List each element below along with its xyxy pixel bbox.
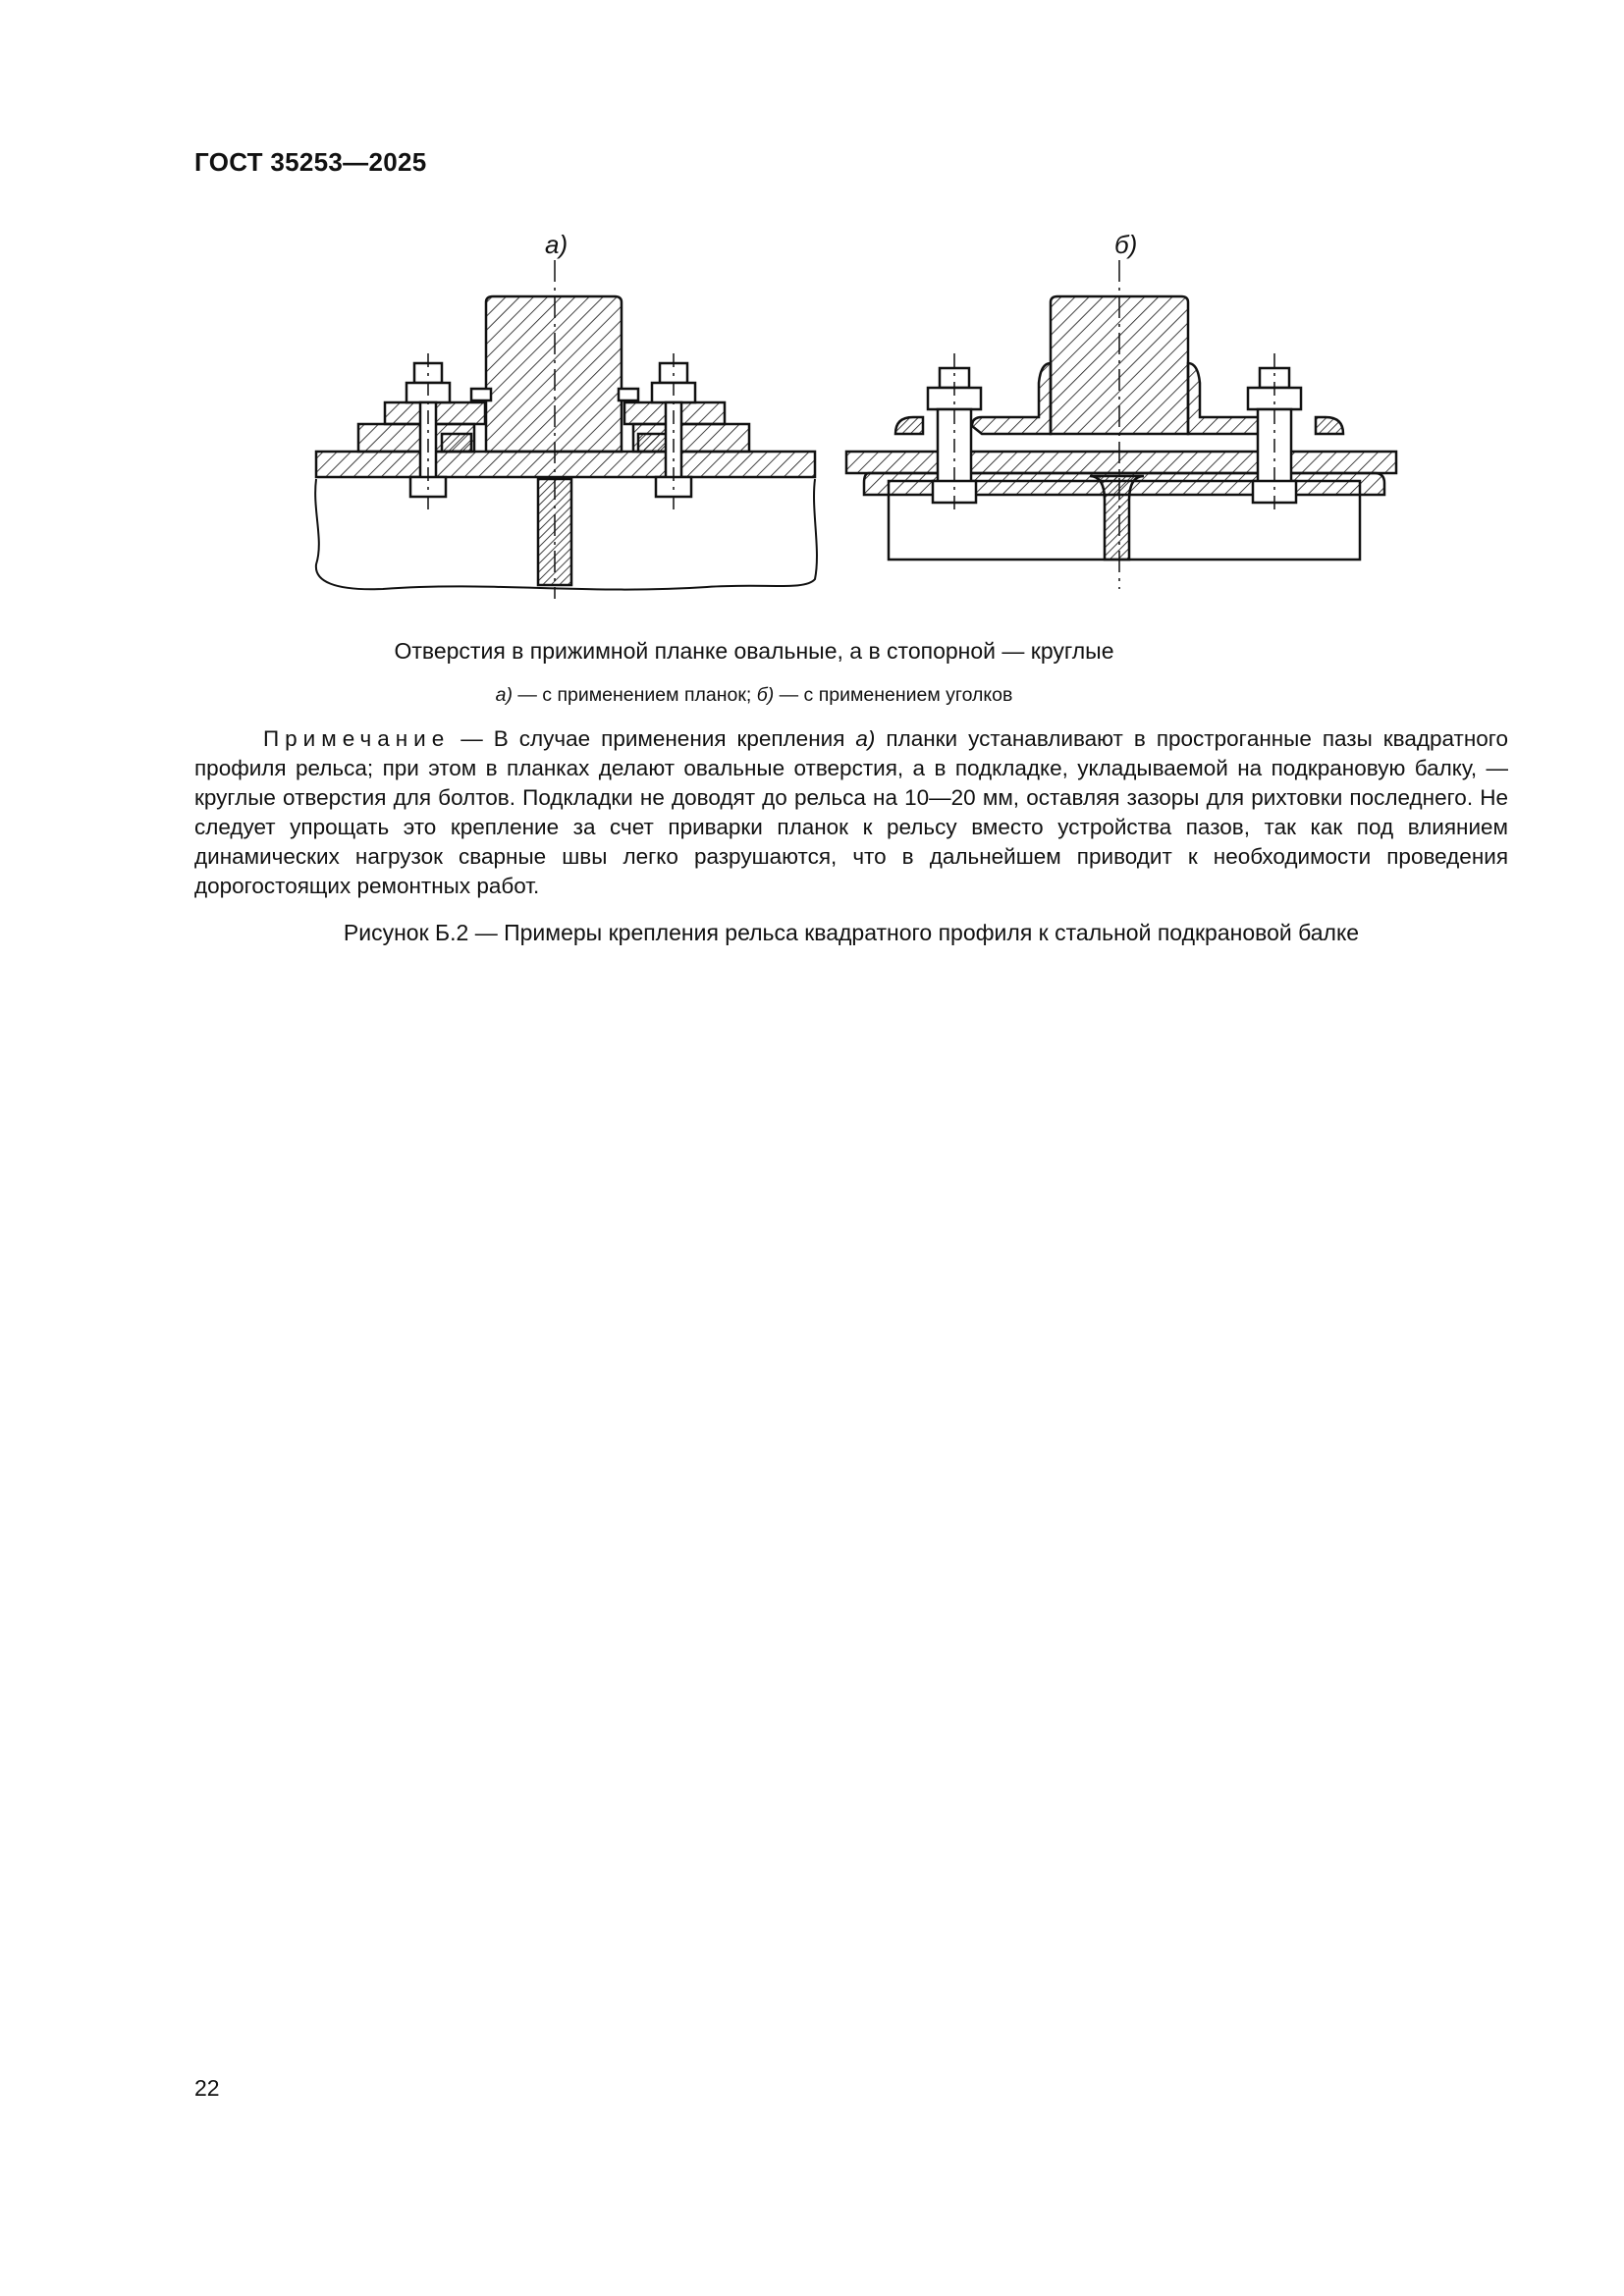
drawing-b	[846, 230, 1396, 589]
page-number: 22	[194, 2075, 220, 2101]
note-prefix: Примечание	[263, 726, 451, 751]
figure-subcaption	[194, 684, 1314, 707]
figure-title: Рисунок Б.2 — Примеры крепления рельса квадратного профиля к стальной подкрановой балке	[343, 920, 1360, 945]
subcaption-b-label: б)	[756, 684, 775, 706]
document-header: ГОСТ 35253—2025	[194, 147, 427, 177]
note-text-2: планки устанавливают в прострогaнные пазы квадратного профиля рельса; при этом в планках делают овальные отверстия, а в подкладке, укладываемой на подкрановую балку, — круглые отверстия для болтов. Подкладки не доводят до рельса на 10—20 мм, оставляя зазоры для рихтовки последнего. Не следует упрощать это крепление за счет приварки планок к рельсу вместо устройства пазов, так как под влиянием динамических нагрузок сварные швы легко разрушаются, что в дальнейшем приводит к необходимости проведения дорогостоящих ремонтных работ.	[194, 726, 1508, 898]
note-text-1: В случае применения крепления	[493, 726, 856, 751]
label-b: б)	[1114, 230, 1138, 259]
note-paragraph	[194, 724, 1508, 901]
subcaption-a-text: — с применением планок;	[512, 684, 757, 706]
technical-drawing	[295, 216, 1414, 609]
drawing-a	[315, 230, 817, 599]
label-a: а)	[545, 230, 568, 259]
note-dash: —	[450, 726, 494, 751]
figure-caption: Отверстия в прижимной планке овальные, а в стопорной — круглые	[394, 638, 1114, 664]
subcaption-b-text: — с применением уголков	[774, 684, 1013, 706]
subcaption-a-label: а)	[495, 684, 513, 706]
note-italic-ref: а)	[855, 726, 876, 751]
